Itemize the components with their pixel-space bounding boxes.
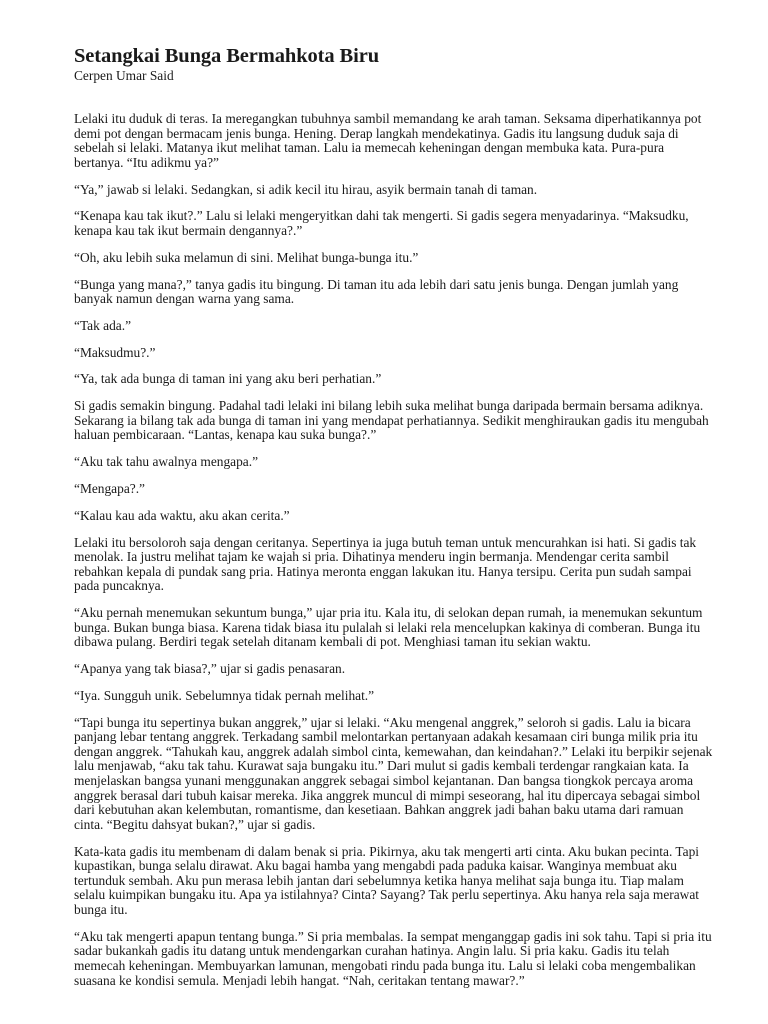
- paragraph: “Bunga yang mana?,” tanya gadis itu bingung. Di taman itu ada lebih dari satu jenis bunga. Dengan jumlah yang banyak namun dengan warna yang sama.: [74, 276, 679, 307]
- paragraph: “Kalau kau ada waktu, aku akan cerita.”: [74, 507, 290, 523]
- story-body: [74, 112, 714, 988]
- paragraph: “Mengapa?.”: [74, 480, 146, 496]
- story-author: Cerpen Umar Said: [74, 68, 174, 83]
- paragraph: Lelaki itu bersoloroh saja dengan ceritanya. Sepertinya ia juga butuh teman untuk mencurahkan isi hati. Si gadis tak menolak. Ia justru melihat tajam ke wajah si pria. Dihatinya menderu ingin bermanja. Mendengar cerita sambil rebahkan kepala di pundak sang pria. Hatinya meronta enggan lakukan itu. Hanya tersipu. Cerita pun sudah sampai pada puncaknya.: [74, 534, 697, 594]
- paragraph: “Aku tak tahu awalnya mengapa.”: [74, 454, 259, 470]
- paragraph: “Apanya yang tak biasa?,” ujar si gadis penasaran.: [74, 661, 346, 677]
- paragraph: “Oh, aku lebih suka melamun di sini. Melihat bunga-bunga itu.”: [74, 249, 419, 265]
- paragraph: “Aku pernah menemukan sekuntum bunga,” ujar pria itu. Kala itu, di selokan depan rumah, ia menemukan sekuntum bunga. Bukan bunga biasa. Karena tidak biasa itu pulalah si lelaki rela mencelupkan kakinya di comberan. Bunga itu dibawa pulang. Berdiri tegak setelah ditanam kembali di pot. Menghiasi taman itu sekian waktu.: [74, 605, 703, 650]
- paragraph: Lelaki itu duduk di teras. Ia meregangkan tubuhnya sambil memandang ke arah taman. Seksama diperhatikannya pot demi pot dengan bermacam jenis bunga. Hening. Derap langkah mendekatinya. Gadis itu langsung duduk saja di sebelah si lelaki. Matanya ikut melihat taman. Lalu ia memecah keheningan dengan membuka kata. Pura-pura bertanya. “Itu adikmu ya?”: [74, 111, 702, 170]
- paragraph: “Kenapa kau tak ikut?.” Lalu si lelaki mengeryitkan dahi tak mengerti. Si gadis segera menyadarinya. “Maksudku, kenapa kau tak ikut bermain dengannya?.”: [74, 208, 689, 238]
- paragraph: Si gadis semakin bingung. Padahal tadi lelaki ini bilang lebih suka melihat bunga daripada bermain bersama adiknya. Sekarang ia bilang tak ada bunga di taman ini yang mendapat perhatiannya. Sedikit menghiraukan gadis itu mengubah haluan pembicaraan. “Lantas, kenapa kau suka bunga?.”: [74, 398, 709, 443]
- paragraph: “Tapi bunga itu sepertinya bukan anggrek,” ujar si lelaki. “Aku mengenal anggrek,” seloroh si gadis. Lalu ia bicara panjang lebar tentang anggrek. Terkadang sambil melontarkan pertanyaan adakah kesamaan ciri bunga milik pria itu dengan anggrek. “Tahukah kau, anggrek adalah simbol cinta, kemewahan, dan keindahan?.” Lelaki itu berpikir sejenak lalu menjawab, “aku tak tahu. Kurawat saja bungaku itu.” Dari mulut si gadis kembali terdengar rangkaian kata. Ia menjelaskan bangsa yunani menggunakan anggrek sebagai simbol kejantanan. Dan bangsa tiongkok percaya aroma anggrek berasal dari tubuh kaisar mereka. Jika anggrek muncul di mimpi seseorang, hal itu dipercaya sebagai simbol dari kebutuhan akan kelembutan, romantisme, dan kesetiaan. Bahkan anggrek jadi bahan baku utama dari ramuan cinta. “Begitu dahsyat bukan?,” ujar si gadis.: [74, 714, 713, 832]
- story-title: Setangkai Bunga Bermahkota Biru: [74, 45, 380, 67]
- paragraph: “Ya,” jawab si lelaki. Sedangkan, si adik kecil itu hirau, asyik bermain tanah di taman.: [74, 181, 538, 197]
- paragraph: “Ya, tak ada bunga di taman ini yang aku beri perhatian.”: [74, 371, 382, 387]
- paragraph: “Maksudmu?.”: [74, 344, 156, 360]
- paragraph: Kata-kata gadis itu membenam di dalam benak si pria. Pikirnya, aku tak mengerti arti cinta. Aku bukan pecinta. Tapi kupastikan, bunga selalu dirawat. Aku bagai hamba yang mengabdi pada paduka kaisar. Wanginya membuat aku tertunduk sembah. Aku pun merasa lebih jantan dari sebelumnya ketika hanya melihat saja bunga itu. Tiap malam selalu kuimpikan bungaku itu. Apa ya istilahnya? Cinta? Sayang? Tak perlu sepertinya. Aku hanya rela saja merawat bunga itu.: [74, 843, 700, 917]
- document-page: [74, 44, 714, 1000]
- paragraph: “Iya. Sungguh unik. Sebelumnya tidak pernah melihat.”: [74, 687, 375, 703]
- paragraph: “Tak ada.”: [74, 317, 132, 333]
- paragraph: “Aku tak mengerti apapun tentang bunga.” Si pria membalas. Ia sempat menganggap gadis ini sok tahu. Tapi si pria itu sadar bukankah gadis itu datang untuk mendengarkan curahan hatinya. Angin lalu. Si pria kaku. Gadis itu telah memecah keheningan. Membuyarkan lamunan, mengobati rindu pada bunga itu. Lalu si lelaki coba mengembalikan suasana ke kondisi semula. Menjadi lebih hangat. “Nah, ceritakan tentang mawar?.”: [74, 928, 712, 988]
